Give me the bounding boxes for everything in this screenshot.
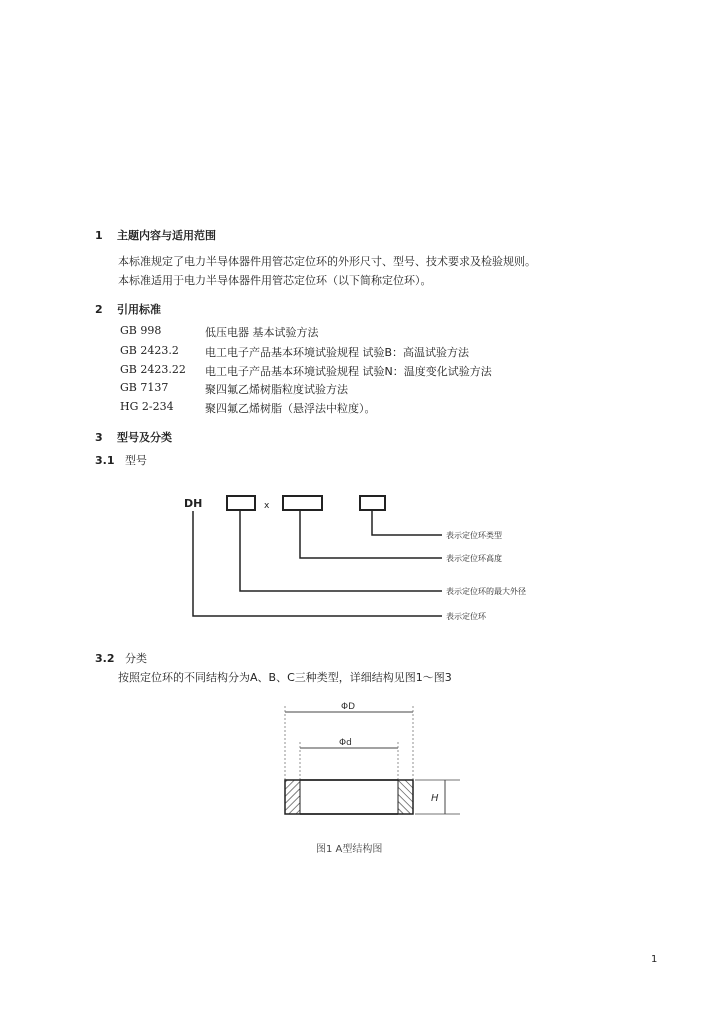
section-3-2-heading <box>95 650 147 666</box>
placeholder-box-type <box>360 496 385 510</box>
section-title: 引用标准 <box>117 303 161 316</box>
leader-line-type <box>372 510 442 535</box>
section-number: 3.1 <box>95 454 115 467</box>
section-1-paragraph-2: 本标准适用于电力半导体器件用管芯定位环（以下简称定位环）。 <box>118 274 432 287</box>
section-3-2-paragraph: 按照定位环的不同结构分为A、B、C三种类型，详细结构见图1～图3 <box>118 671 452 684</box>
ref-code: GB 2423.2 <box>120 344 179 357</box>
ring-section-left <box>285 780 300 814</box>
placeholder-box-height <box>283 496 322 510</box>
ring-section-right <box>398 780 413 814</box>
ref-title: 低压电器 基本试验方法 <box>205 326 319 339</box>
page-number: 1 <box>651 954 658 965</box>
section-title: 型号及分类 <box>117 431 172 444</box>
ring-outline <box>285 780 413 814</box>
placeholder-box-diameter <box>227 496 255 510</box>
leader-line-diameter <box>240 510 442 591</box>
model-prefix: DH <box>184 497 203 510</box>
model-designation-diagram <box>180 490 570 625</box>
section-number: 3 <box>95 431 103 444</box>
ref-title: 聚四氟乙烯树脂（悬浮法中粒度）。 <box>205 402 376 415</box>
section-title: 型号 <box>125 454 147 467</box>
leader-line-height <box>300 510 442 558</box>
section-number: 3.2 <box>95 652 115 665</box>
figure-1-a-type <box>275 700 475 820</box>
section-title: 主题内容与适用范围 <box>117 229 216 242</box>
ref-title: 电工电子产品基本环境试验规程 试验N：温度变化试验方法 <box>205 365 492 378</box>
section-1-heading <box>95 227 216 243</box>
section-1-paragraph-1: 本标准规定了电力半导体器件用管芯定位环的外形尺寸、型号、技术要求及检验规则。 <box>118 255 536 268</box>
height-label: H <box>431 793 439 804</box>
outer-diameter-label: ΦD <box>341 702 356 712</box>
figure-1-caption: 图1 A型结构图 <box>316 844 383 855</box>
label-type: 表示定位环类型 <box>446 531 502 540</box>
ref-title: 电工电子产品基本环境试验规程 试验B：高温试验方法 <box>205 346 470 359</box>
label-diameter: 表示定位环的最大外径 <box>446 587 526 596</box>
inner-diameter-label: Φd <box>339 738 352 748</box>
ref-code: GB 998 <box>120 324 162 337</box>
section-number: 1 <box>95 229 103 242</box>
ref-code: GB 7137 <box>120 381 169 394</box>
ref-title: 聚四氟乙烯树脂粒度试验方法 <box>205 383 348 396</box>
model-separator: x <box>264 501 270 511</box>
section-3-1-heading <box>95 452 147 468</box>
label-prefix: 表示定位环 <box>446 612 486 621</box>
leader-line-prefix <box>193 511 442 616</box>
label-height: 表示定位环高度 <box>446 554 502 563</box>
section-number: 2 <box>95 303 103 316</box>
ref-code: GB 2423.22 <box>120 363 186 376</box>
section-2-heading <box>95 301 161 317</box>
section-3-heading <box>95 429 172 445</box>
ref-code: HG 2-234 <box>120 400 174 413</box>
section-title: 分类 <box>125 652 147 665</box>
